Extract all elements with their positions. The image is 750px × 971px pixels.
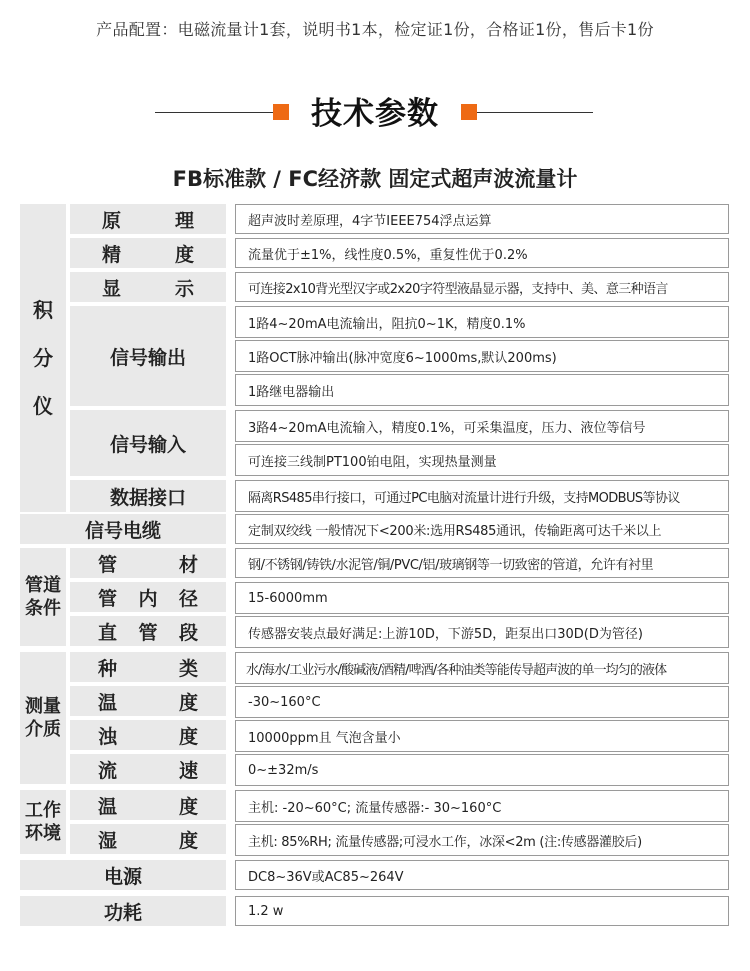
row-label-text: 种 类	[98, 657, 198, 680]
row-label-text: 信号输出	[109, 346, 186, 369]
value-medium-temperature: -30~160°C	[235, 686, 729, 718]
section-title: 技术参数	[311, 96, 439, 132]
group-pipe-label: 管道条件	[25, 575, 61, 619]
row-label-signal-cable	[20, 514, 226, 544]
value-principle: 超声波时差原理，4字节IEEE754浮点运算	[235, 204, 729, 234]
group-integrator-label: 积分仪	[33, 298, 53, 418]
group-environment-label: 工作环境	[25, 800, 61, 844]
value-medium-type: 水/海水/工业污水/酸碱液/酒精/啤酒/各种油类等能传导超声波的单一均匀的液体	[235, 652, 729, 684]
row-label-text: 温 度	[98, 691, 198, 714]
row-label-pipe-material	[70, 548, 226, 578]
title-rule-left	[155, 112, 273, 113]
title-accent-square-right	[461, 104, 477, 120]
row-label-principle	[70, 204, 226, 234]
group-medium-label: 测量介质	[25, 696, 61, 740]
value-signal-output-relay: 1路继电器输出	[235, 374, 729, 406]
value-signal-cable: 定制双绞线 一般情况下<200米:选用RS485通讯，传输距离可达千米以上	[235, 514, 729, 544]
value-env-humidity: 主机: 85%RH; 流量传感器;可浸水工作，冰深<2m (注:传感器灌胶后)	[235, 824, 729, 856]
group-integrator	[20, 204, 66, 512]
group-environment	[20, 790, 66, 854]
row-label-env-humidity	[70, 824, 226, 854]
value-pipe-material: 钢/不锈钢/铸铁/水泥管/铜/PVC/铝/玻璃钢等一切致密的管道，允许有衬里	[235, 548, 729, 578]
row-label-flow-velocity	[70, 754, 226, 784]
value-turbidity: 10000ppm且 气泡含量小	[235, 720, 729, 752]
value-straight-pipe: 传感器安装点最好满足:上游10D，下游5D，距泵出口30D(D为管径)	[235, 616, 729, 648]
row-label-text: 浊 度	[98, 725, 198, 748]
row-label-text: 温 度	[98, 795, 198, 818]
value-pipe-diameter: 15-6000mm	[235, 582, 729, 614]
group-pipe	[20, 548, 66, 646]
product-title: FB标准款 / FC经济款 固定式超声波流量计	[172, 167, 578, 191]
row-label-text: 信号电缆	[84, 519, 161, 542]
row-label-text: 原 理	[102, 209, 194, 232]
row-label-env-temperature	[70, 790, 226, 820]
row-label-text: 管 内 径	[98, 587, 198, 610]
title-rule-right	[477, 112, 593, 113]
row-label-text: 信号输入	[109, 433, 186, 456]
value-power-supply: DC8~36V或AC85~264V	[235, 860, 729, 890]
value-signal-output-current: 1路4~20mA电流输出，阻抗0~1K，精度0.1%	[235, 306, 729, 338]
value-data-interface: 隔离RS485串行接口，可通过PC电脑对流量计进行升级，支持MODBUS等协议	[235, 480, 729, 512]
row-label-text: 流 速	[98, 759, 198, 782]
row-label-text: 管 材	[98, 553, 198, 576]
title-accent-square-left	[273, 104, 289, 120]
row-label-text: 精 度	[102, 243, 194, 266]
row-label-text: 电源	[103, 865, 142, 888]
row-label-data-interface	[70, 480, 226, 512]
value-signal-input-current: 3路4~20mA电流输入，精度0.1%，可采集温度，压力、液位等信号	[235, 410, 729, 442]
row-label-signal-input	[70, 410, 226, 476]
group-medium	[20, 652, 66, 784]
value-signal-input-pt100: 可连接三线制PT100铂电阻，实现热量测量	[235, 444, 729, 476]
value-signal-output-pulse: 1路OCT脉冲输出(脉冲宽度6~1000ms,默认200ms)	[235, 340, 729, 372]
value-env-temperature: 主机: -20~60°C; 流量传感器:- 30~160°C	[235, 790, 729, 822]
row-label-display	[70, 272, 226, 302]
row-label-text: 直 管 段	[98, 621, 198, 644]
value-power-consumption: 1.2 w	[235, 896, 729, 926]
product-config-line: 产品配置：电磁流量计1套，说明书1本，检定证1份，合格证1份，售后卡1份	[96, 20, 654, 39]
row-label-text: 湿 度	[98, 829, 198, 852]
row-label-power-supply	[20, 860, 226, 890]
row-label-text: 功耗	[103, 901, 142, 924]
row-label-text: 显 示	[102, 277, 194, 300]
row-label-medium-temperature	[70, 686, 226, 716]
row-label-straight-pipe	[70, 616, 226, 646]
row-label-turbidity	[70, 720, 226, 750]
value-accuracy: 流量优于±1%，线性度0.5%，重复性优于0.2%	[235, 238, 729, 268]
row-label-text: 数据接口	[109, 486, 186, 509]
row-label-accuracy	[70, 238, 226, 268]
value-flow-velocity: 0~±32m/s	[235, 754, 729, 786]
row-label-power-consumption	[20, 896, 226, 926]
row-label-medium-type	[70, 652, 226, 682]
value-display: 可连接2x10背光型汉字或2x20字符型液晶显示器，支持中、美、意三种语言	[235, 272, 729, 302]
row-label-pipe-diameter	[70, 582, 226, 612]
row-label-signal-output	[70, 306, 226, 406]
